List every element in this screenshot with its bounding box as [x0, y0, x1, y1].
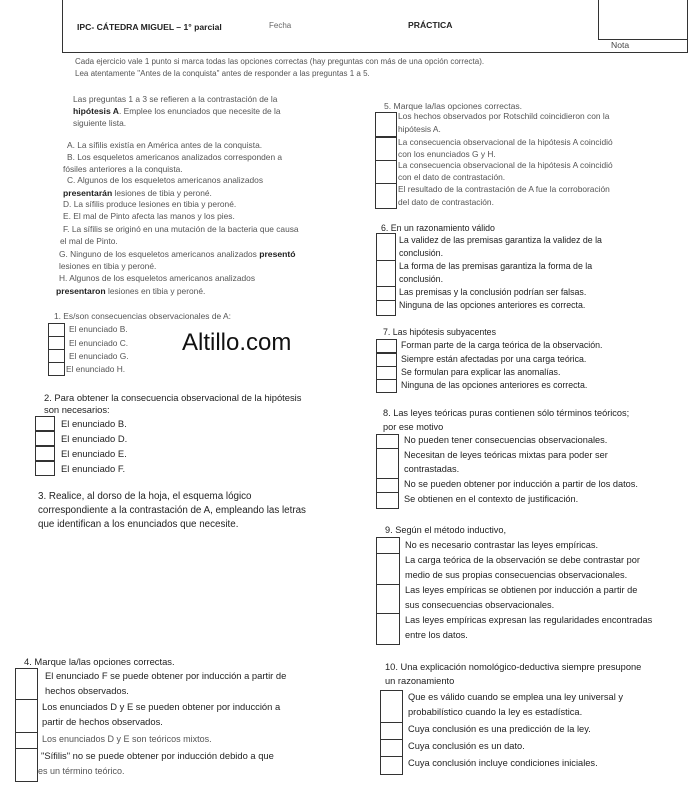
q5-option-cont: con los enunciados G y H. — [398, 149, 496, 159]
statement: B. Los esqueletos americanos analizados corresponden a — [67, 152, 283, 162]
q5-option: La consecuencia observacional de la hipótesis A coincidió — [398, 160, 613, 170]
q9-question: 9. Según el método inductivo, — [385, 525, 507, 535]
q5-question: 5. Marque la/las opciones correctas. — [384, 101, 523, 111]
statement: H. Algunos de los esqueletos americanos analizados — [59, 273, 256, 283]
q8-checkbox[interactable] — [376, 434, 399, 449]
q9-checkbox[interactable] — [376, 584, 400, 614]
nota-label: Nota — [611, 40, 630, 50]
q10-option: Cuya conclusión es un dato. — [408, 741, 525, 751]
q10-option: Cuya conclusión es una predicción de la ley. — [408, 724, 591, 734]
q9-checkbox[interactable] — [376, 537, 400, 554]
q4-option-cont: hechos observados. — [45, 685, 129, 696]
intro-line-1: Cada ejercicio vale 1 punto si marca todas las opciones correctas (hay preguntas con más de una opción correcta). — [75, 57, 485, 66]
q7-checkbox[interactable] — [376, 353, 397, 367]
q8-option-cont: contrastadas. — [404, 464, 460, 474]
q7-question: 7. Las hipótesis subyacentes — [383, 327, 496, 337]
q7-option: Ninguna de las opciones anteriores es correcta. — [401, 380, 588, 390]
q4-option: Los enunciados D y E se pueden obtener por inducción a — [42, 701, 281, 712]
q6-checkbox[interactable] — [376, 233, 396, 261]
q6-checkbox[interactable] — [376, 286, 396, 301]
q2-checkbox[interactable] — [35, 416, 55, 431]
q1-option: El enunciado G. — [69, 351, 129, 361]
q9-option: Las leyes empíricas se obtienen por inducción a partir de — [405, 585, 638, 595]
fecha-label: Fecha — [269, 21, 292, 30]
q9-checkbox[interactable] — [376, 553, 400, 585]
q1-question: 1. Es/son consecuencias observacionales de A: — [54, 311, 231, 321]
q8-checkbox[interactable] — [376, 448, 399, 479]
q7-checkbox[interactable] — [376, 366, 397, 380]
q4-option-cont: partir de hechos observados. — [42, 716, 163, 727]
q1-option: El enunciado H. — [66, 364, 126, 374]
q4-option: El enunciado F se puede obtener por inducción a partir de — [45, 670, 287, 681]
statement: D. La sífilis produce lesiones en tibia y peroné. — [63, 199, 237, 209]
q2-question-2: son necesarios: — [44, 404, 110, 415]
statement: F. La sífilis se originó en una mutación de la bacteria que causa — [63, 224, 299, 234]
q9-checkbox[interactable] — [376, 613, 400, 645]
watermark: Altillo.com — [182, 329, 292, 356]
statement: A. La sífilis existía en América antes de la conquista. — [67, 140, 263, 150]
q5-checkbox[interactable] — [375, 137, 397, 161]
q6-checkbox[interactable] — [376, 300, 396, 316]
q8-checkbox[interactable] — [376, 478, 399, 493]
statement: G. Ninguno de los esqueletos americanos analizados presentó — [59, 249, 296, 259]
q1-option: El enunciado C. — [69, 338, 129, 348]
q6-question: 6. En un razonamiento válido — [381, 223, 495, 233]
q3-line-2: correspondiente a la contrastación de A, empleando las letras — [38, 505, 306, 516]
q7-option: Forman parte de la carga teórica de la observación. — [401, 340, 603, 350]
q6-option-cont: conclusión. — [399, 274, 444, 284]
q8-question-2: por ese motivo — [383, 422, 444, 432]
q7-checkbox[interactable] — [376, 379, 397, 393]
statement: presentaron lesiones en tibia y peroné. — [56, 286, 206, 296]
q5-option: La consecuencia observacional de la hipótesis A coincidió — [398, 137, 613, 147]
q4-checkbox[interactable] — [15, 668, 38, 700]
q4-checkbox[interactable] — [15, 732, 38, 749]
q6-option: La validez de las premisas garantiza la validez de la — [399, 235, 602, 245]
q10-checkbox[interactable] — [380, 690, 403, 723]
q10-option: Que es válido cuando se emplea una ley universal y — [408, 692, 623, 702]
q1-checkbox[interactable] — [48, 336, 65, 350]
practica-label: PRÁCTICA — [408, 20, 453, 30]
context-p2: hipótesis A. Emplee los enunciados que necesite de la — [73, 106, 281, 116]
nota-box — [598, 0, 688, 40]
context-p3: siguiente lista. — [73, 118, 127, 128]
q2-checkbox[interactable] — [35, 461, 55, 476]
q8-option: Se obtienen en el contexto de justificación. — [404, 494, 579, 504]
q5-option-cont: con el dato de contrastación. — [398, 172, 506, 182]
exam-title: IPC- CÁTEDRA MIGUEL – 1° parcial — [77, 22, 222, 32]
q7-option: Siempre están afectadas por una carga teórica. — [401, 354, 587, 364]
q7-checkbox[interactable] — [376, 339, 397, 353]
intro-line-2: Lea atentamente "Antes de la conquista" antes de responder a las preguntas 1 a 5. — [75, 69, 370, 78]
statement: E. El mal de Pinto afecta las manos y los pies. — [63, 211, 235, 221]
q2-option: El enunciado B. — [61, 418, 127, 429]
q2-question-1: 2. Para obtener la consecuencia observacional de la hipótesis — [44, 392, 302, 403]
statement: C. Algunos de los esqueletos americanos analizados — [67, 175, 264, 185]
q5-checkbox[interactable] — [375, 160, 397, 184]
q5-checkbox[interactable] — [375, 112, 397, 137]
statement: lesiones en tibia y peroné. — [59, 261, 157, 271]
q2-checkbox[interactable] — [35, 446, 55, 461]
q7-option: Se formulan para explicar las anomalías. — [401, 367, 561, 377]
q1-checkbox[interactable] — [48, 349, 65, 363]
context-p1: Las preguntas 1 a 3 se refieren a la contrastación de la — [73, 94, 278, 104]
q6-checkbox[interactable] — [376, 260, 396, 287]
q9-option-cont: medio de sus propias consecuencias observacionales. — [405, 570, 628, 580]
q10-checkbox[interactable] — [380, 739, 403, 757]
q6-option: La forma de las premisas garantiza la forma de la — [399, 261, 593, 271]
q8-option: Necesitan de leyes teóricas mixtas para poder ser — [404, 450, 608, 460]
q8-option: No se pueden obtener por inducción a partir de los datos. — [404, 479, 638, 489]
q4-checkbox[interactable] — [15, 748, 38, 782]
q9-option: Las leyes empíricas expresan las regularidades encontradas — [405, 615, 653, 625]
q4-question: 4. Marque la/las opciones correctas. — [24, 656, 175, 667]
q1-checkbox[interactable] — [48, 362, 65, 376]
q5-option: Los hechos observados por Rotschild coincidieron con la — [398, 111, 610, 121]
q10-question-2: un razonamiento — [385, 676, 455, 686]
statement: fósiles anteriores a la conquista. — [63, 164, 183, 174]
q9-option-cont: entre los datos. — [405, 630, 468, 640]
q10-question-1: 10. Una explicación nomológico-deductiva siempre presupone — [385, 662, 642, 672]
q1-option: El enunciado B. — [69, 324, 128, 334]
q5-option-cont: del dato de contrastación. — [398, 197, 494, 207]
statement: el mal de Pinto. — [60, 236, 118, 246]
q10-option: Cuya conclusión incluye condiciones iniciales. — [408, 758, 598, 768]
q10-checkbox[interactable] — [380, 756, 403, 775]
q4-option-cont: es un término teórico. — [38, 766, 125, 776]
q5-option: El resultado de la contrastación de A fue la corroboración — [398, 184, 610, 194]
q2-option: El enunciado E. — [61, 448, 127, 459]
q2-option: El enunciado F. — [61, 463, 126, 474]
q9-option: No es necesario contrastar las leyes empíricas. — [405, 540, 599, 550]
q9-option-cont: sus consecuencias observacionales. — [405, 600, 555, 610]
q8-question-1: 8. Las leyes teóricas puras contienen sólo términos teóricos; — [383, 408, 630, 418]
q4-option: "Sífilis" no se puede obtener por inducción debido a que — [41, 750, 274, 761]
q8-option: No pueden tener consecuencias observacionales. — [404, 435, 608, 445]
q5-option-cont: hipótesis A. — [398, 124, 441, 134]
statement: presentarán lesiones de tibia y peroné. — [63, 188, 212, 198]
q6-option-cont: conclusión. — [399, 248, 444, 258]
q2-checkbox[interactable] — [35, 431, 55, 446]
q6-option: Las premisas y la conclusión podrían ser falsas. — [399, 287, 587, 297]
exam-header — [62, 0, 688, 53]
q6-option: Ninguna de las opciones anteriores es correcta. — [399, 300, 586, 310]
q2-option: El enunciado D. — [61, 433, 128, 444]
q4-option: Los enunciados D y E son teóricos mixtos. — [42, 734, 212, 744]
q10-option-cont: probabilístico cuando la ley es estadística. — [408, 707, 583, 717]
q1-checkbox[interactable] — [48, 323, 65, 337]
q3-line-3: que identifican a los enunciados que necesite. — [38, 519, 239, 530]
q4-checkbox[interactable] — [15, 699, 38, 733]
q10-checkbox[interactable] — [380, 722, 403, 740]
q3-line-1: 3. Realice, al dorso de la hoja, el esquema lógico — [38, 491, 252, 502]
q5-checkbox[interactable] — [375, 183, 397, 209]
q9-option: La carga teórica de la observación se debe contrastar por — [405, 555, 640, 565]
q8-checkbox[interactable] — [376, 492, 399, 509]
